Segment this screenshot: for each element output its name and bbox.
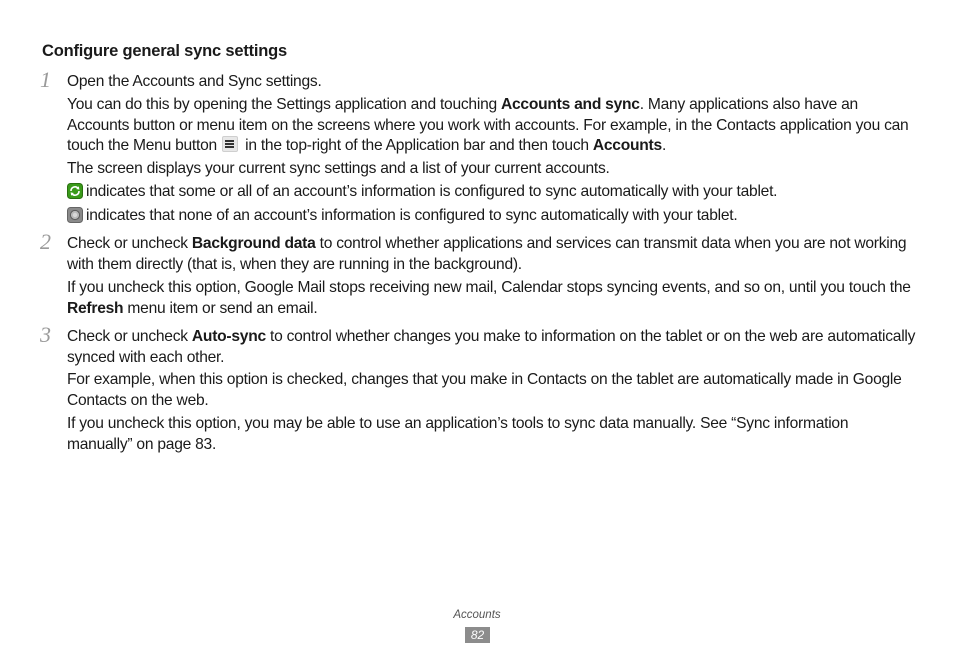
ui-term-accounts: Accounts (592, 137, 662, 154)
ui-term-refresh: Refresh (67, 299, 124, 317)
step-number: 3 (40, 322, 51, 347)
step-paragraph (67, 234, 917, 275)
sync-enabled-icon (67, 183, 83, 199)
step-paragraph (67, 206, 917, 227)
page-number-badge: 82 (465, 627, 490, 643)
step-paragraph (67, 278, 917, 319)
text-run: to control whether applications and services can transmit data when you are not working with them directly (that is, when they are running in the background). (67, 235, 907, 273)
step-paragraph: For example, when this option is checked, changes that you make in Contacts on the tablet are automatically made in Google Contacts on the web. (67, 371, 902, 409)
step-number: 1 (40, 67, 51, 92)
ui-term-auto-sync: Auto-sync (191, 328, 266, 345)
text-run: in the top-right of the Application bar and then touch (241, 137, 593, 154)
text-run: menu item or send an email. (123, 299, 318, 317)
text-run: indicates that some or all of an account’s information is configured to sync automatically with your tablet. (86, 183, 778, 200)
text-run: . (661, 137, 667, 154)
step-paragraph (67, 327, 917, 368)
ui-term-accounts-and-sync: Accounts and sync (501, 96, 640, 113)
step-paragraph (67, 182, 917, 203)
text-run: Check or uncheck (67, 328, 192, 345)
step-number: 2 (40, 229, 51, 254)
step-intro: Open the Accounts and Sync settings. (67, 73, 322, 90)
sync-disabled-icon (67, 207, 83, 223)
text-run: If you uncheck this option, Google Mail stops receiving new mail, Calendar stops syncing events, and so on, until you touch the (67, 279, 911, 296)
ui-term-background-data: Background data (191, 235, 316, 252)
step-paragraph (67, 95, 917, 157)
text-run: indicates that none of an account’s information is configured to sync automatically with your tablet. (86, 207, 738, 224)
text-run: to control whether changes you make to information on the tablet or on the web are automatically synced with each other. (67, 328, 916, 366)
step-paragraph: If you uncheck this option, you may be able to use an application’s tools to sync data manually. See “Sync information manually” on page 83. (67, 415, 849, 453)
text-run: Check or uncheck (67, 235, 192, 252)
footer-section-label: Accounts (453, 609, 501, 621)
step-paragraph: The screen displays your current sync settings and a list of your current accounts. (67, 160, 610, 177)
menu-button-icon (222, 136, 238, 152)
page-title: Configure general sync settings (42, 42, 288, 60)
text-run: . Many applications also have an Accounts button or menu item on the screens where you work with accounts. For example, in the Contacts application you can touch the Menu button (67, 96, 909, 154)
text-run: You can do this by opening the Settings application and touching (67, 96, 501, 113)
